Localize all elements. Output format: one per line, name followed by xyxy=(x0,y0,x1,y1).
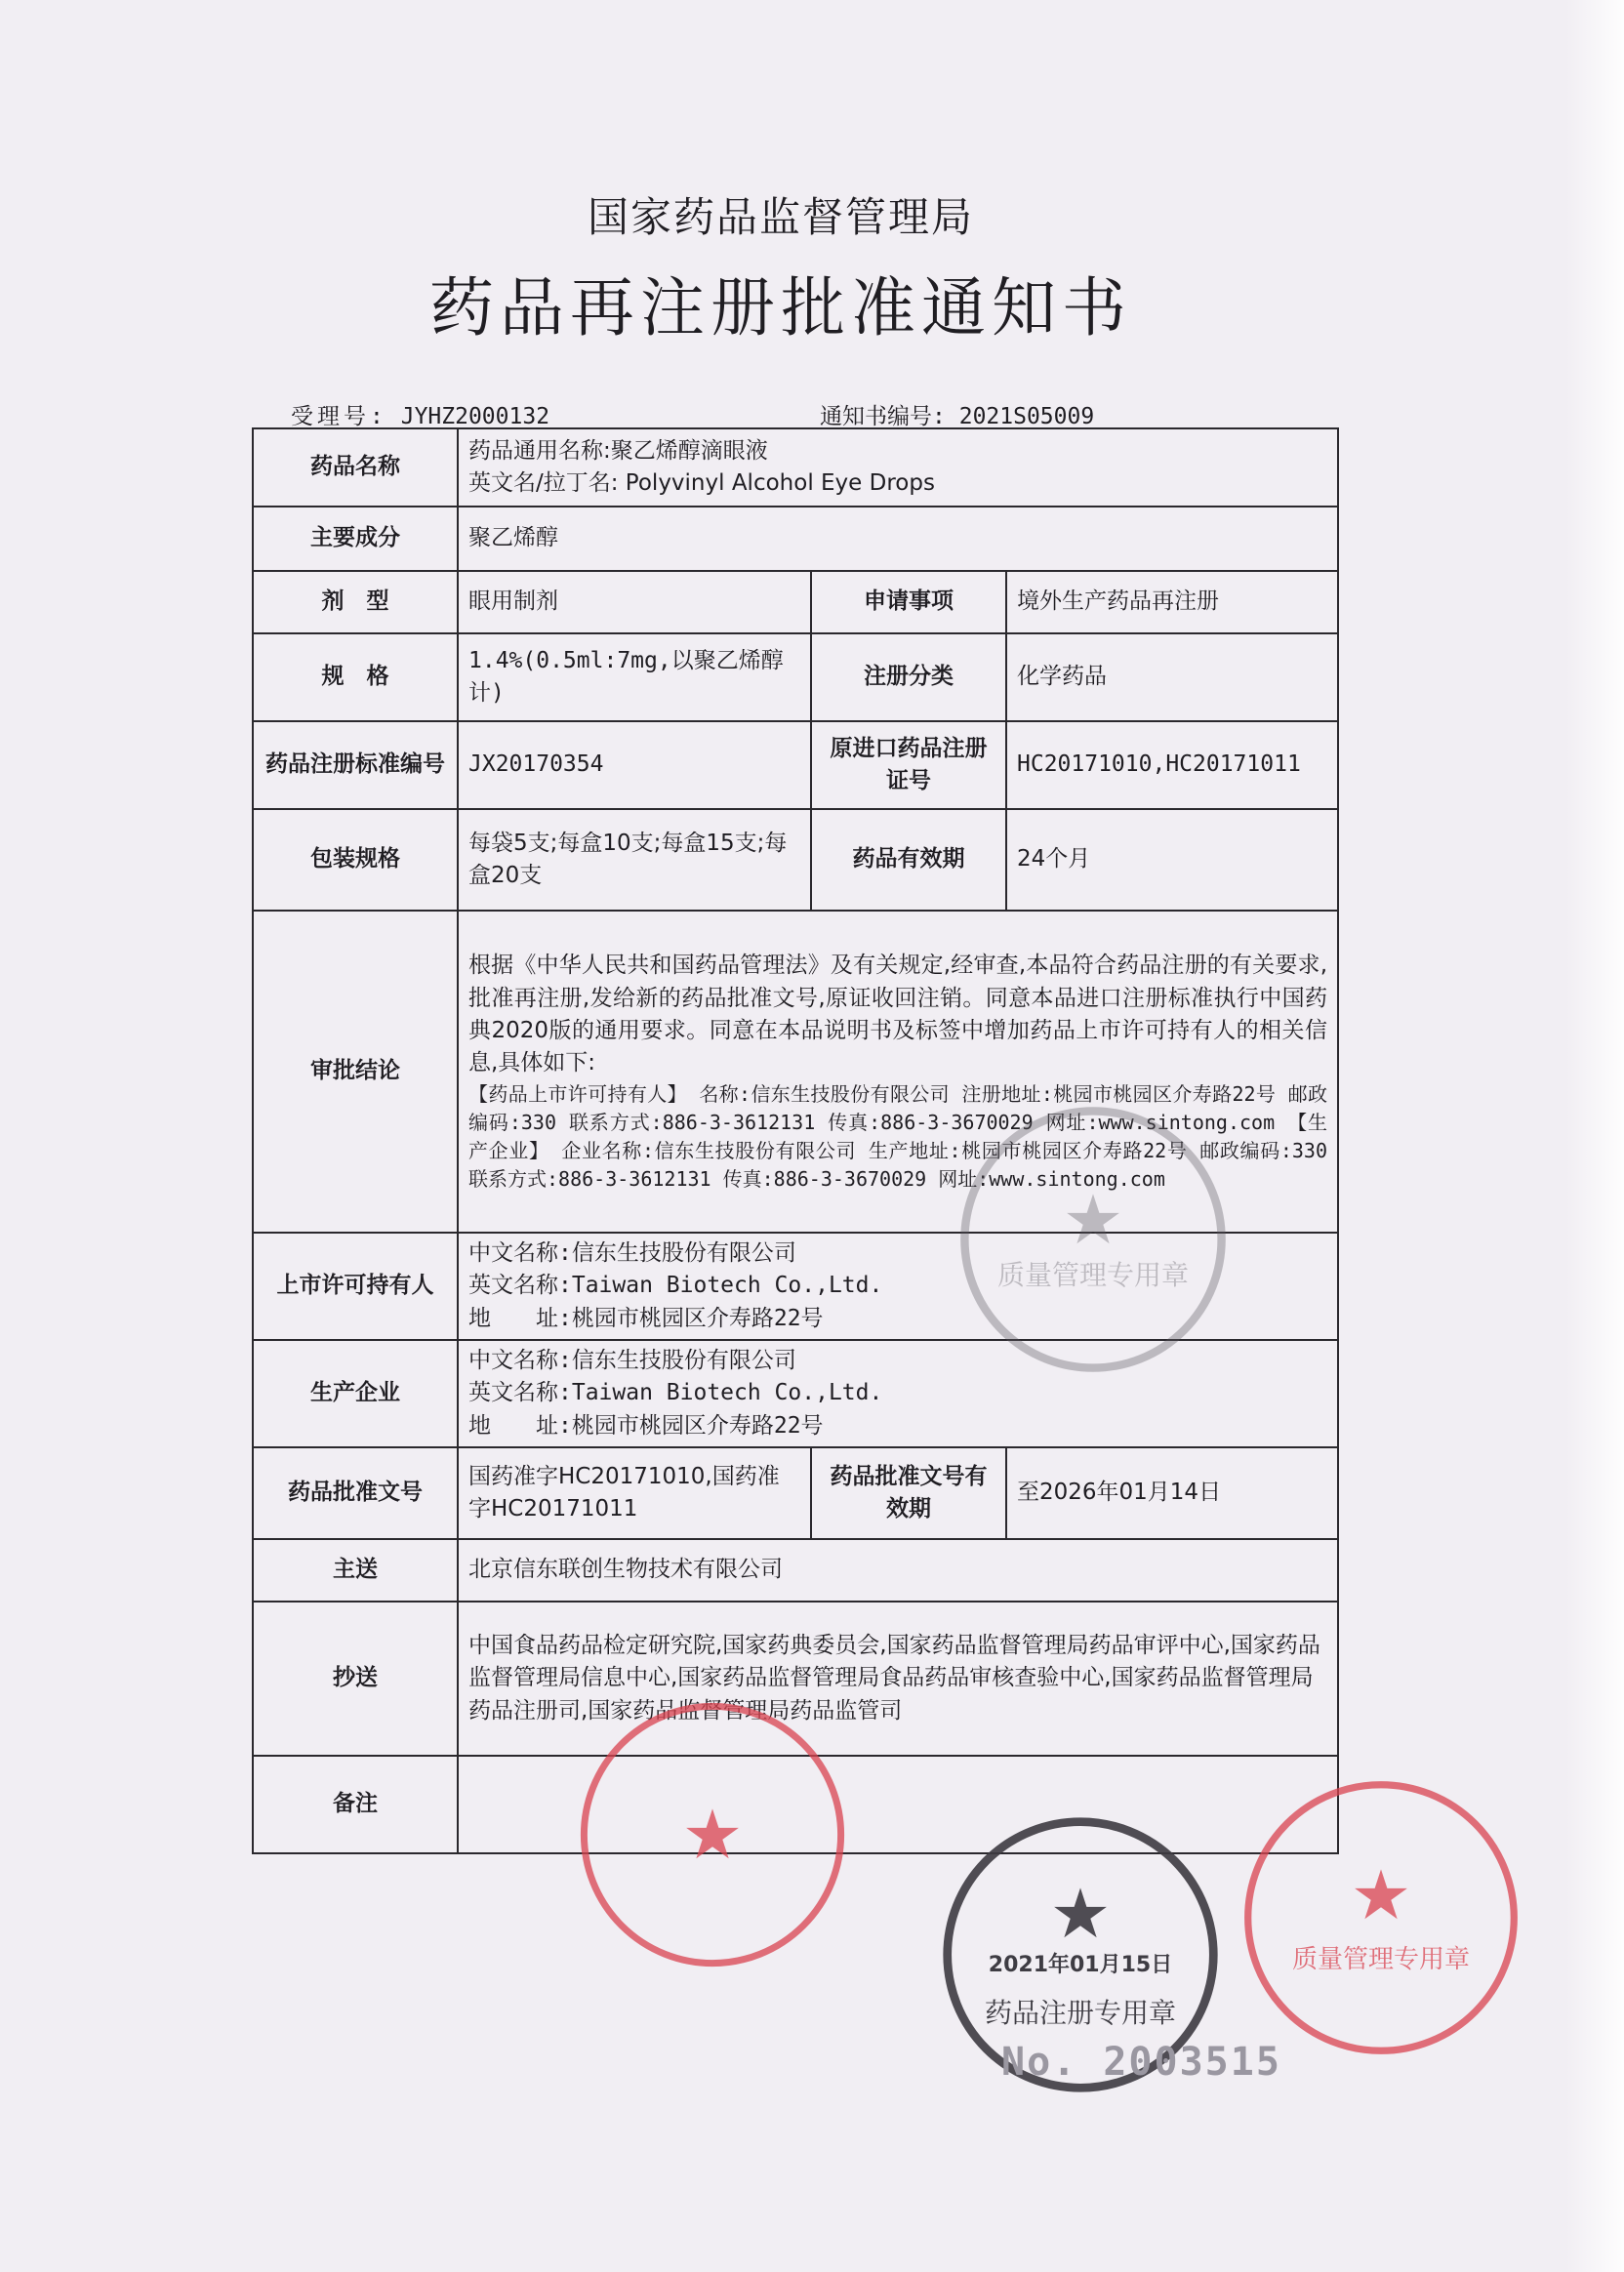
quality-stamp-beijing-text: 质量管理专用章 xyxy=(996,1259,1189,1291)
value-standard-number: JX20170354 xyxy=(458,721,811,809)
value-ingredient: 聚乙烯醇 xyxy=(458,507,1338,571)
row-standard-number xyxy=(253,721,1338,809)
value-approval-number: 国药准字HC20171010,国药准字HC20171011 xyxy=(458,1447,811,1539)
official-stamp-date: 2021年01月15日 xyxy=(988,1952,1173,1977)
label-original-import-license: 原进口药品注册证号 xyxy=(811,721,1006,809)
row-recipient xyxy=(253,1539,1338,1602)
label-recipient: 主送 xyxy=(253,1539,458,1602)
value-specification: 1.4%(0.5ml:7mg,以聚乙烯醇计) xyxy=(458,633,811,721)
notice-number-label: 通知书编号: xyxy=(820,404,946,429)
official-stamp-text: 药品注册专用章 xyxy=(984,1996,1176,2029)
label-specification: 规 格 xyxy=(253,633,458,721)
value-shelf-life: 24个月 xyxy=(1006,809,1338,911)
manufacturer-en-name: 英文名称:Taiwan Biotech Co.,Ltd. xyxy=(468,1380,883,1406)
star-icon: ★ xyxy=(1062,1180,1124,1260)
label-license-holder: 上市许可持有人 xyxy=(253,1233,458,1340)
value-approval-validity: 至2026年01月14日 xyxy=(1006,1447,1338,1539)
holder-en-name: 英文名称:Taiwan Biotech Co.,Ltd. xyxy=(468,1273,883,1299)
label-approval-number: 药品批准文号 xyxy=(253,1447,458,1539)
row-drug-name xyxy=(253,428,1338,507)
holder-cn-name: 中文名称:信东生技股份有限公司 xyxy=(468,1240,796,1266)
label-conclusion: 审批结论 xyxy=(253,911,458,1233)
row-ingredient xyxy=(253,507,1338,571)
notice-number-value: 2021S05009 xyxy=(958,404,1095,429)
star-icon: ★ xyxy=(1350,1854,1412,1935)
label-manufacturer: 生产企业 xyxy=(253,1340,458,1447)
label-standard-number: 药品注册标准编号 xyxy=(253,721,458,809)
english-name: 英文名/拉丁名: Polyvinyl Alcohol Eye Drops xyxy=(468,470,935,496)
manufacturer-address: 地 址:桃园市桃园区介寿路22号 xyxy=(468,1412,824,1439)
value-drug-name xyxy=(458,428,1338,507)
value-application-item: 境外生产药品再注册 xyxy=(1006,571,1338,633)
value-recipient: 北京信东联创生物技术有限公司 xyxy=(458,1539,1338,1602)
row-approval-number xyxy=(253,1447,1338,1539)
label-approval-validity: 药品批准文号有效期 xyxy=(811,1447,1006,1539)
row-specification xyxy=(253,633,1338,721)
generic-name: 药品通用名称:聚乙烯醇滴眼液 xyxy=(468,437,768,464)
value-cc: 中国食品药品检定研究院,国家药典委员会,国家药品监督管理局药品审评中心,国家药品监督管理局信息中心,国家药品监督管理局食品药品审核查验中心,国家药品监督管理局药品注册司,国家药品监督管理局药品监管司 xyxy=(458,1602,1338,1756)
document-title: 药品再注册批准通知书 xyxy=(429,270,1132,345)
label-drug-name: 药品名称 xyxy=(253,428,458,507)
conclusion-text: 根据《中华人民共和国药品管理法》及有关规定,经审查,本品符合药品注册的有关要求,批准再注册,发给新的药品批准文号,原证收回注销。同意本品进口注册标准执行中国药典2020版的通用要求。同意在本品说明书及标签中增加药品上市许可持有人的相关信息,具体如下: xyxy=(468,953,1328,1076)
notice-number xyxy=(820,398,1094,430)
label-ingredient: 主要成分 xyxy=(253,507,458,571)
quality-stamp-jiangxi xyxy=(1239,1776,1522,2059)
value-package: 每袋5支;每盒10支;每盒15支;每盒20支 xyxy=(458,809,811,911)
value-dosage-form: 眼用制剂 xyxy=(458,571,811,633)
acceptance-number xyxy=(291,398,549,430)
manufacturer-cn-name: 中文名称:信东生技股份有限公司 xyxy=(468,1348,796,1374)
star-icon: ★ xyxy=(1049,1873,1112,1954)
acceptance-number-label: 受理号: xyxy=(291,404,387,429)
label-cc: 抄送 xyxy=(253,1602,458,1756)
label-remark: 备注 xyxy=(253,1756,458,1853)
row-package xyxy=(253,809,1338,911)
star-icon: ★ xyxy=(681,1795,744,1875)
issuing-agency: 国家药品监督管理局 xyxy=(587,193,974,241)
acceptance-number-value: JYHZ2000132 xyxy=(400,404,550,429)
value-original-import-license: HC20171010,HC20171011 xyxy=(1006,721,1338,809)
quality-stamp-jiangxi-text: 质量管理专用章 xyxy=(1291,1944,1470,1974)
holder-address: 地 址:桃园市桃园区介寿路22号 xyxy=(468,1305,824,1331)
label-dosage-form: 剂 型 xyxy=(253,571,458,633)
label-registration-class: 注册分类 xyxy=(811,633,1006,721)
serial-number: No. 2003515 xyxy=(1001,2040,1281,2085)
row-dosage-form xyxy=(253,571,1338,633)
quality-stamp-left xyxy=(576,1698,849,1971)
label-package: 包装规格 xyxy=(253,809,458,911)
label-application-item: 申请事项 xyxy=(811,571,1006,633)
conclusion-detail: 【药品上市许可持有人】 名称:信东生技股份有限公司 注册地址:桃园市桃园区介寿路22号 邮政编码:330 联系方式:886-3-3612131 传真:886-3-3670029 网址:www.sintong.com 【生产企业】 企业名称:信东生技股份有限公司 生产地址:桃园市桃园区介寿路22号 邮政编码:330 联系方式:886-3-3612131 传真:886-3-3670029 网址:www.sintong.com xyxy=(468,1081,1328,1191)
label-shelf-life: 药品有效期 xyxy=(811,809,1006,911)
quality-stamp-beijing xyxy=(956,1103,1230,1376)
scan-edge xyxy=(1565,0,1624,2272)
value-registration-class: 化学药品 xyxy=(1006,633,1338,721)
